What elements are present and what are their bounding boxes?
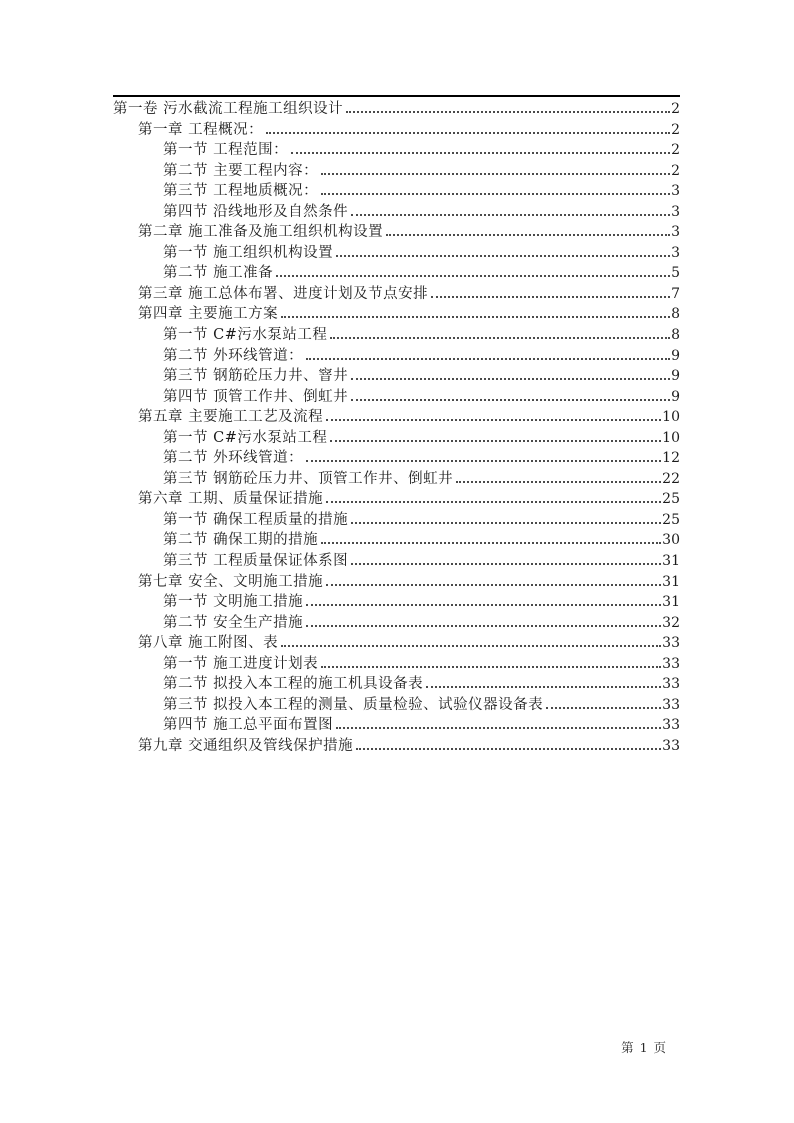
toc-entry[interactable] [113, 202, 680, 223]
toc-entry-title: 第一节 施工进度计划表 [163, 655, 319, 672]
toc-entry-title: 第四节 施工总平面布置图 [163, 717, 334, 734]
toc-entry-title: 第二节 外环线管道： [163, 347, 304, 364]
toc-entry-title: 第八章 施工附图、表 [138, 635, 279, 652]
toc-entry-page: 33 [662, 696, 680, 713]
dot-leader [351, 522, 661, 524]
toc-entry-title: 第二节 施工准备 [163, 265, 274, 282]
toc-entry[interactable] [113, 304, 680, 325]
toc-entry-title: 第二节 确保工期的措施 [163, 532, 319, 549]
toc-entry-page: 9 [671, 368, 680, 385]
dot-leader [356, 748, 661, 750]
toc-entry-title: 第三节 钢筋砼压力井、顶管工作井、倒虹井 [163, 470, 454, 487]
toc-entry-page: 22 [662, 470, 680, 487]
toc-entry[interactable] [113, 222, 680, 243]
dot-leader [426, 686, 661, 688]
toc-entry-title: 第三节 拟投入本工程的测量、质量检验、试验仪器设备表 [163, 696, 544, 713]
dot-leader [326, 584, 661, 586]
toc-entry-title: 第三节 工程地质概况： [163, 183, 319, 200]
toc-entry[interactable] [113, 99, 680, 120]
toc-entry[interactable] [113, 489, 680, 510]
toc-entry[interactable] [113, 613, 680, 634]
toc-entry[interactable] [113, 387, 680, 408]
toc-entry-title: 第二章 施工准备及施工组织机构设置 [138, 224, 384, 241]
toc-entry[interactable] [113, 469, 680, 490]
page-footer [621, 1038, 667, 1056]
toc-entry-page: 33 [662, 737, 680, 754]
toc-entry-title: 第七章 安全、文明施工措施 [138, 573, 324, 590]
toc-entry-page: 8 [671, 306, 680, 323]
toc-entry-title: 第一节 文明施工措施 [163, 594, 304, 611]
dot-leader [336, 727, 661, 729]
dot-leader [306, 460, 661, 462]
toc-entry-title: 第三节 工程质量保证体系图 [163, 553, 349, 570]
toc-entry-title: 第六章 工期、质量保证措施 [138, 491, 324, 508]
dot-leader [306, 625, 661, 627]
toc-entry-page: 3 [671, 224, 680, 241]
toc-entry[interactable] [113, 592, 680, 613]
toc-entry[interactable] [113, 572, 680, 593]
dot-leader [351, 378, 670, 380]
toc-entry-page: 3 [671, 203, 680, 220]
toc-entry[interactable] [113, 428, 680, 449]
toc-entry-page: 30 [662, 532, 680, 549]
toc-entry-page: 33 [662, 655, 680, 672]
dot-leader [346, 111, 670, 113]
toc-entry[interactable] [113, 181, 680, 202]
dot-leader [321, 173, 670, 175]
toc-entry[interactable] [113, 633, 680, 654]
toc-entry-page: 8 [671, 327, 680, 344]
toc-entry[interactable] [113, 695, 680, 716]
toc-entry-title: 第二节 拟投入本工程的施工机具设备表 [163, 676, 424, 693]
toc-entry-title: 第一节 确保工程质量的措施 [163, 511, 349, 528]
dot-leader [321, 542, 661, 544]
toc-entry-title: 第一章 工程概况： [138, 121, 264, 138]
toc-entry-page: 31 [662, 553, 680, 570]
toc-entry[interactable] [113, 510, 680, 531]
toc-entry-title: 第三节 钢筋砼压力井、窨井 [163, 368, 349, 385]
toc-entry[interactable] [113, 654, 680, 675]
dot-leader [351, 214, 670, 216]
toc-entry-page: 25 [662, 511, 680, 528]
toc-entry-page: 9 [671, 388, 680, 405]
toc-entry-page: 32 [662, 614, 680, 631]
toc-entry[interactable] [113, 243, 680, 264]
toc-entry-title: 第二节 主要工程内容： [163, 162, 319, 179]
toc-entry-title: 第一卷 污水截流工程施工组织设计 [113, 101, 344, 117]
toc-entry[interactable] [113, 366, 680, 387]
toc-entry[interactable] [113, 284, 680, 305]
dot-leader [546, 707, 661, 709]
toc-entry-page: 2 [671, 121, 680, 138]
toc-entry-title: 第四章 主要施工方案 [138, 306, 279, 323]
toc-entry-page: 31 [662, 573, 680, 590]
toc-entry[interactable] [113, 407, 680, 428]
toc-entry[interactable] [113, 161, 680, 182]
toc-entry[interactable] [113, 325, 680, 346]
toc-entry-page: 33 [662, 676, 680, 693]
toc-entry-page: 5 [671, 265, 680, 282]
toc-entry-page: 9 [671, 347, 680, 364]
table-of-contents [113, 99, 680, 757]
dot-leader [456, 481, 661, 483]
toc-entry-title: 第一节 C#污水泵站工程 [163, 327, 328, 344]
toc-entry-page: 10 [662, 429, 680, 446]
toc-entry[interactable] [113, 551, 680, 572]
page-content [113, 95, 680, 757]
dot-leader [321, 193, 670, 195]
toc-entry-title: 第二节 安全生产措施 [163, 614, 304, 631]
toc-entry-page: 31 [662, 594, 680, 611]
toc-entry-page: 2 [671, 162, 680, 179]
toc-entry-title: 第四节 沿线地形及自然条件 [163, 203, 349, 220]
toc-entry[interactable] [113, 346, 680, 367]
dot-leader [351, 399, 670, 401]
dot-leader [281, 316, 670, 318]
dot-leader [306, 358, 670, 360]
toc-entry-page: 10 [662, 409, 680, 426]
dot-leader [326, 419, 661, 421]
toc-entry-page: 3 [671, 183, 680, 200]
dot-leader [386, 234, 670, 236]
toc-entry-title: 第五章 主要施工工艺及流程 [138, 409, 324, 426]
toc-entry-title: 第一节 工程范围： [163, 142, 289, 159]
header-rule [113, 95, 680, 97]
toc-entry[interactable] [113, 530, 680, 551]
dot-leader [336, 255, 670, 257]
dot-leader [276, 275, 670, 277]
toc-entry-title: 第一节 施工组织机构设置 [163, 244, 334, 261]
toc-entry-title: 第三章 施工总体布署、进度计划及节点安排 [138, 285, 429, 302]
dot-leader [291, 152, 670, 154]
toc-entry[interactable] [113, 140, 680, 161]
toc-entry[interactable] [113, 715, 680, 736]
toc-entry-page: 7 [671, 285, 680, 302]
dot-leader [330, 337, 670, 339]
dot-leader [431, 296, 670, 298]
dot-leader [321, 666, 661, 668]
toc-entry-page: 33 [662, 717, 680, 734]
toc-entry-title: 第一节 C#污水泵站工程 [163, 429, 328, 446]
toc-entry[interactable] [113, 263, 680, 284]
toc-entry-page: 2 [671, 142, 680, 159]
toc-entry-page: 2 [671, 101, 680, 117]
dot-leader [266, 132, 670, 134]
toc-entry-page: 3 [671, 244, 680, 261]
toc-entry-title: 第九章 交通组织及管线保护措施 [138, 737, 354, 754]
toc-entry-title: 第四节 顶管工作井、倒虹井 [163, 388, 349, 405]
toc-entry[interactable] [113, 120, 680, 141]
toc-entry[interactable] [113, 674, 680, 695]
toc-entry[interactable] [113, 448, 680, 469]
dot-leader [281, 645, 661, 647]
dot-leader [330, 440, 661, 442]
toc-entry-page: 33 [662, 635, 680, 652]
toc-entry[interactable] [113, 736, 680, 757]
toc-entry-page: 25 [662, 491, 680, 508]
dot-leader [351, 563, 661, 565]
dot-leader [326, 501, 661, 503]
toc-entry-page: 12 [662, 450, 680, 467]
toc-entry-title: 第二节 外环线管道： [163, 450, 304, 467]
dot-leader [306, 604, 661, 606]
page-number-label: 第 1 页 [621, 1040, 667, 1055]
